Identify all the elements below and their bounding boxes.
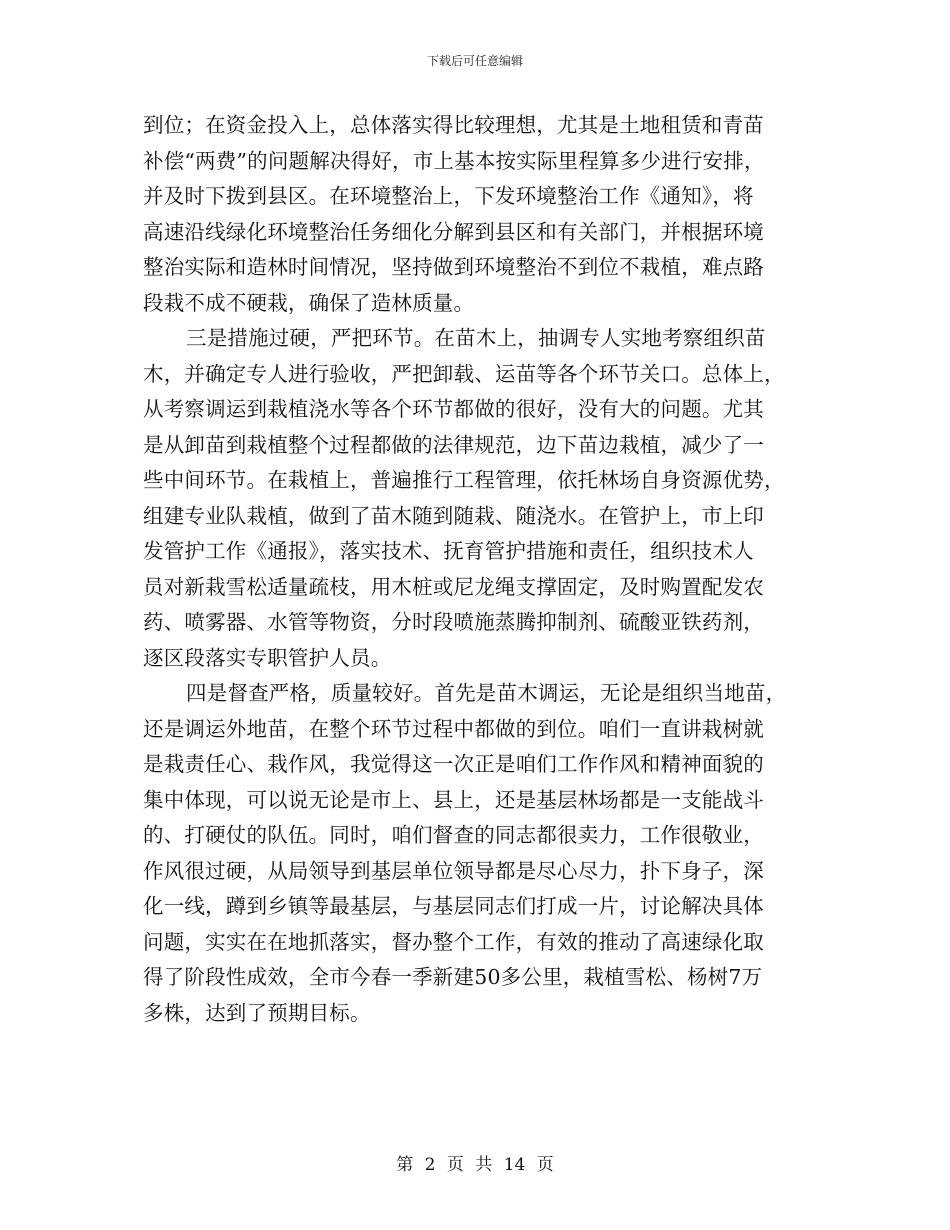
text-line: 木，并确定专人进行验收，严把卸载、运苗等各个环节关口。总体上， [143,361,785,386]
text-line: 问题，实实在在地抓落实，督办整个工作，有效的推动了高速绿化取 [143,929,764,954]
text-line: 化一线，蹲到乡镇等最基层，与基层同志们打成一片，讨论解决具体 [143,894,764,918]
text-line: 的、打硬仗的队伍。同时，咱们督查的同志都很卖力，工作很敬业， [143,823,764,847]
document-body [143,108,808,1031]
paragraph-start-line: 三是措施过硬，严把环节。在苗木上，抽调专人实地考察组织苗 [186,326,766,350]
text-line: 整治实际和造林时间情况，坚持做到环境整治不到位不栽植，难点路 [143,255,764,279]
paragraph-start-line: 四是督查严格，质量较好。首先是苗木调运，无论是组织当地苗， [186,681,787,705]
text-line: 得了阶段性成效，全市今春一季新建50多公里，栽植雪松、杨树7万 [143,965,763,989]
text-line: 集中体现，可以说无论是市上、县上，还是基层林场都是一支能战斗 [143,787,764,812]
text-line: 作风很过硬，从局领导到基层单位领导都是尽心尽力，扑下身子，深 [143,858,764,883]
text-line: 药、喷雾器、水管等物资，分时段喷施蒸腾抑制剂、硫酸亚铁药剂， [143,610,764,634]
text-line: 多株，达到了预期目标。 [143,1000,371,1025]
text-line: 从考察调运到栽植浇水等各个环节都做的很好，没有大的问题。尤其 [143,397,764,421]
text-line: 并及时下拨到县区。在环境整治上，下发环境整治工作《通知》，将 [143,184,754,208]
text-line: 高速沿线绿化环境整治任务细化分解到县区和有关部门，并根据环境 [143,219,764,244]
page-number-footer: 第 2 页 共 14 页 [396,1155,554,1175]
text-line: 是从卸苗到栽植整个过程都做的法律规范，边下苗边栽植，减少了一 [143,432,764,457]
text-line: 还是调运外地苗，在整个环节过程中都做的到位。咱们一直讲栽树就 [143,716,764,741]
text-line: 是栽责任心、栽作风，我觉得这一次正是咱们工作作风和精神面貌的 [143,752,764,776]
text-line: 员对新栽雪松适量疏枝，用木桩或尼龙绳支撑固定，及时购置配发农 [143,574,764,599]
text-line: 发管护工作《通报》，落实技术、抚育管护措施和责任，组织技术人 [143,539,754,563]
page-header: 下载后可任意编辑 [426,54,523,68]
text-line: 些中间环节。在栽植上，普遍推行工程管理，依托林场自身资源优势， [143,468,785,492]
text-line: 到位；在资金投入上，总体落实得比较理想，尤其是土地租赁和青苗 [143,113,764,137]
text-line: 逐区段落实专职管护人员。 [143,645,392,670]
text-line: 补偿“两费”的问题解决得好，市上基本按实际里程算多少进行安排， [143,148,765,173]
text-line: 段栽不成不硬栽，确保了造林质量。 [143,290,475,315]
text-line: 组建专业队栽植，做到了苗木随到随栽、随浇水。在管护上，市上印 [143,503,764,528]
